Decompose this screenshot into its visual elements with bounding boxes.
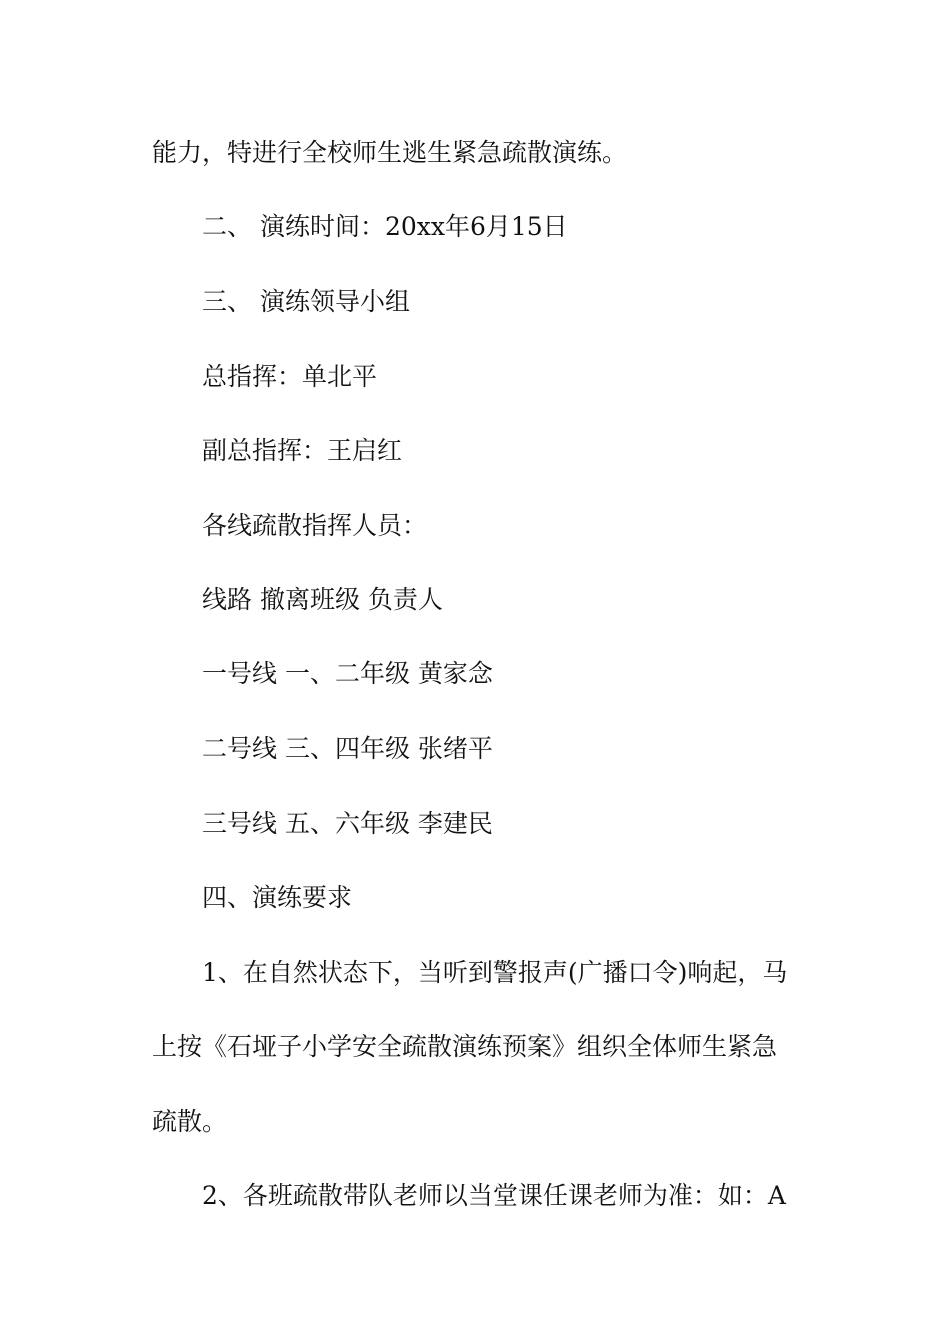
- section-heading: 三、 演练领导小组: [202, 287, 410, 316]
- section-heading: 二、 演练时间：20xx年6月15日: [202, 212, 568, 241]
- table-row-line: 三号线 五、六年级 李建民: [202, 809, 493, 838]
- body-text-line: 能力，特进行全校师生逃生紧急疏散演练。: [152, 138, 628, 167]
- body-text-line: 各线疏散指挥人员：: [202, 511, 428, 540]
- body-text-line: 疏散。: [152, 1107, 228, 1136]
- body-text-line: 总指挥：单北平: [202, 362, 378, 391]
- body-text-line: 副总指挥：王启红: [202, 436, 403, 465]
- table-row-line: 一号线 一、二年级 黄家念: [202, 659, 493, 688]
- body-text-line: 2、各班疏散带队老师以当堂课任课老师为准：如：A: [202, 1181, 786, 1210]
- table-header-line: 线路 撤离班级 负责人: [202, 585, 443, 614]
- section-heading: 四、演练要求: [202, 883, 353, 912]
- table-row-line: 二号线 三、四年级 张绪平: [202, 734, 493, 763]
- body-text-line: 上按《石垭子小学安全疏散演练预案》组织全体师生紧急: [152, 1032, 778, 1061]
- body-text-line: 1、在自然状态下，当听到警报声(广播口令)响起，马: [202, 958, 788, 987]
